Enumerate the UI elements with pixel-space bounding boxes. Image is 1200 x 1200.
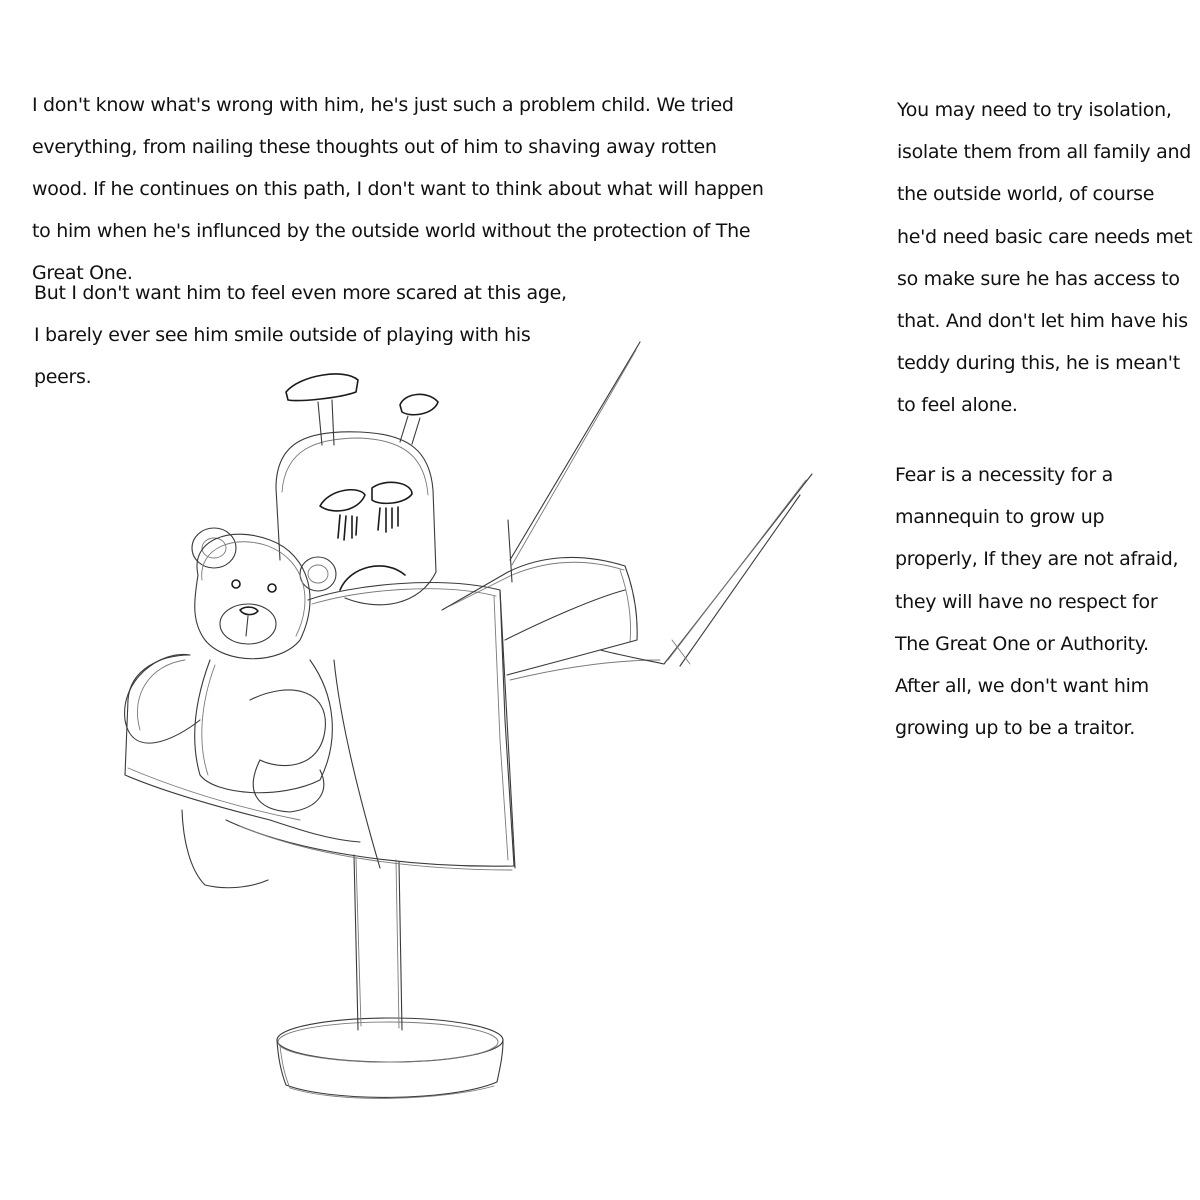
left-paragraph-2 xyxy=(34,272,574,398)
advisor-dialogue-2: Fear is a necessity for a mannequin to grow up properly, If they are not afraid, they will have no respect for The Great One or Authority. After all, we don't want him growing up to be a traitor. xyxy=(895,464,1179,740)
mannequin-face xyxy=(320,482,412,590)
mother-dialogue-1: I don't know what's wrong with him, he's just such a problem child. We tried everything, from nailing these thoughts out of him to shaving away rotten wood. If he continues on this path, I don't want to think about what will happen to him when he's influnced by the outside world without the protection of The Great One. xyxy=(32,94,764,284)
right-paragraph-2 xyxy=(895,454,1191,749)
mother-dialogue-2: But I don't want him to feel even more scared at this age, I barely ever see him smile outside of playing with his peers. xyxy=(34,282,567,388)
stand-pole xyxy=(354,855,402,1030)
mannequin-head xyxy=(276,432,436,605)
mannequin-left-arm xyxy=(125,655,360,888)
mannequin-torso xyxy=(226,583,515,870)
teddy-bear xyxy=(125,528,336,812)
stand-base xyxy=(277,1018,503,1098)
advisor-dialogue-1: You may need to try isolation, isolate them from all family and the outside world, of course he'd need basic care needs met so make sure he has access to that. And don't let him have his teddy during this, he is mean't to feel alone. xyxy=(897,99,1193,417)
right-paragraph-1 xyxy=(897,89,1193,427)
left-paragraph-1 xyxy=(32,84,772,294)
mannequin-right-arm xyxy=(442,557,664,680)
